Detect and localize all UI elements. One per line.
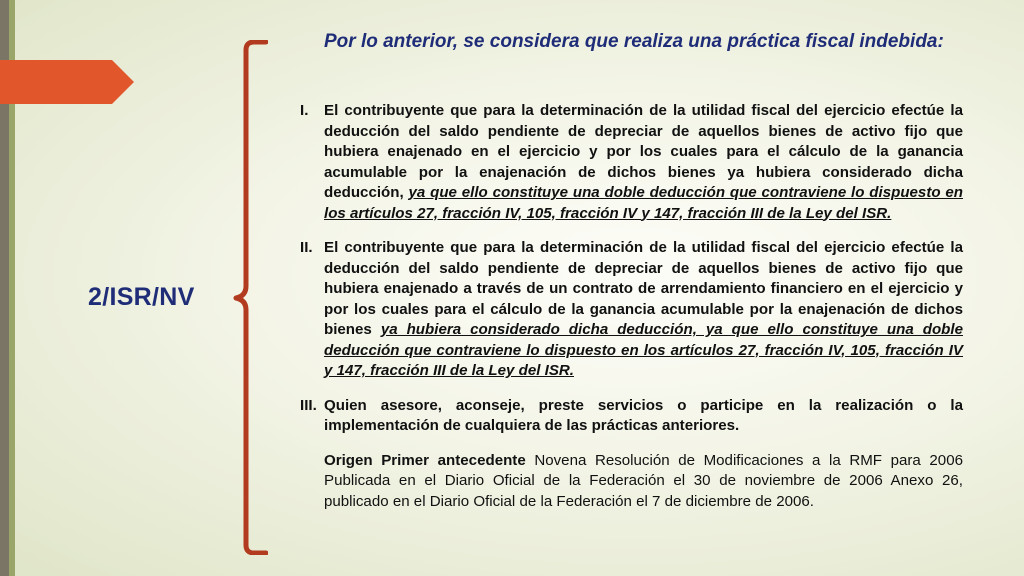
list-item-1: [300, 101, 963, 224]
practices-list: [300, 101, 963, 512]
left-brace-bracket: [232, 40, 268, 555]
list-item-3: [300, 396, 963, 437]
arrow-flag-icon: [0, 60, 134, 104]
origin-lead: Origen Primer antecedente: [324, 451, 526, 469]
code-label: 2/ISR/NV: [88, 283, 195, 311]
item-text: El contribuyente que para la determinación de la utilidad fiscal del ejercicio efectúe la deducción del saldo pendiente de depreciar de aquellos bienes de activo fijo que hubiera enajenado a través de un contrato de arrendamiento financiero en el ejercicio y por los cuales para el cálculo de la ganancia acumulable por la enajenación de dichos bienes: [324, 239, 963, 338]
heading: Por lo anterior, se considera que realiza una práctica fiscal indebida:: [324, 31, 944, 52]
item-text: El contribuyente que para la determinación de la utilidad fiscal del ejercicio efectúe la deducción del saldo pendiente de depreciar de aquellos bienes de activo fijo que hubiera enajenado en el ejercicio y por los cuales para el cálculo de la ganancia acumulable por la enajenación de dichos bienes ya hubiera considerado dicha deducción,: [324, 102, 963, 201]
item-number: I.: [300, 102, 309, 119]
origin-text: Novena Resolución de Modificaciones a la RMF para 2006 Publicada en el Diario Oficial de la Federación el 30 de noviembre de 2006 Anexo 26, publicado en el Diario Oficial de la Federación el 7 de diciembre de 2006.: [324, 451, 963, 510]
origin-note: [300, 451, 963, 513]
list-item-2: [300, 238, 963, 382]
item-text: Quien asesore, aconseje, preste servicios o participe en la realización o la implementación de cualquiera de las prácticas anteriores.: [324, 396, 963, 434]
item-number: II.: [300, 239, 313, 256]
item-underlined-text: ya hubiera considerado dicha deducción, ya que ello constituye una doble deducción que contraviene lo dispuesto en los artículos 27, fracción IV, 105, fracción IV y 147, fracción III de la Ley del ISR.: [324, 321, 963, 379]
item-underlined-text: ya que ello constituye una doble deducción que contraviene lo dispuesto en los artículos 27, fracción IV, 105, fracción IV y 147, fracción III de la Ley del ISR.: [324, 184, 963, 222]
item-number: III.: [300, 396, 317, 414]
